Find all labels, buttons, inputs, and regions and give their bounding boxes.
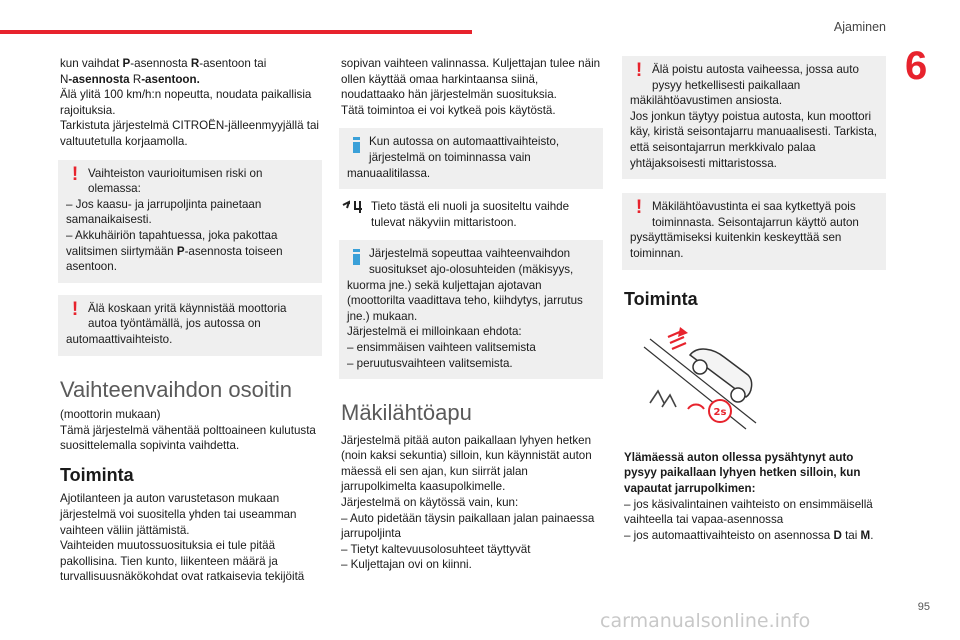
text-run: – Jos kaasu- ja jarrupoljinta painetaan samanaikaisesti. bbox=[66, 197, 262, 227]
text-run: Tätä toimintoa ei voi kytkeä pois käytöstä. bbox=[341, 103, 556, 117]
paragraph bbox=[371, 199, 603, 230]
emphasis: R bbox=[190, 57, 200, 70]
paragraph bbox=[624, 497, 886, 528]
warning-box-push-start bbox=[58, 295, 322, 356]
text-run: sopivan vaihteen valinnassa. Kuljettajan tulee näin ollen käyttää omaa harkintaansa siinä, noudattaako hän järjestelmän suosituksia. bbox=[341, 57, 601, 102]
gear-indicator-text bbox=[60, 407, 322, 454]
paragraph bbox=[60, 56, 322, 72]
page-number: 95 bbox=[917, 601, 930, 613]
text-run: Tämä järjestelmä vähentää polttoaineen kulutusta suosittelemalla sopivinta vaihdetta. bbox=[60, 423, 316, 453]
watermark: carmanualsonline.info bbox=[600, 610, 811, 632]
warning-icon: ! bbox=[635, 197, 643, 219]
text-run: Mäkilähtöavustinta ei saa kytkettyä pois toiminnasta. Seisontajarrun käyttö auton pysäyttämiseksi kuitenkin keskeyttää sen toiminnan. bbox=[630, 200, 859, 260]
paragraph bbox=[60, 87, 322, 118]
column-1 bbox=[60, 56, 322, 585]
text-run: Älä ylitä 100 km/h:n nopeutta, noudata paikallisia rajoituksia. bbox=[60, 88, 312, 117]
text-run: – Auto pidetään täysin paikallaan jalan painaessa jarrupoljinta bbox=[341, 511, 595, 541]
box-text bbox=[347, 134, 595, 181]
paragraph bbox=[66, 197, 314, 228]
text-run: . bbox=[870, 528, 874, 542]
text-run: R bbox=[132, 72, 142, 86]
text-run: Vaihteiden muutossuosituksia ei tule pitää pakollisina. Tien kunto, liikenteen määrä ja turvallisuusnäkökohdat ovat ratkaisevia tekijöitä bbox=[60, 539, 305, 584]
warning-icon: ! bbox=[71, 163, 79, 185]
text-run: N bbox=[60, 72, 69, 86]
section-heading-hill-start: Mäkilähtöapu bbox=[341, 400, 472, 426]
paragraph bbox=[347, 324, 595, 340]
paragraph bbox=[347, 340, 595, 356]
paragraph bbox=[624, 528, 886, 544]
paragraph bbox=[341, 557, 603, 573]
section-heading-gear-indicator: Vaihteenvaihdon osoitin bbox=[60, 376, 292, 402]
timer-badge: 2s bbox=[713, 407, 727, 419]
paragraph bbox=[66, 228, 314, 275]
box-text bbox=[66, 163, 314, 275]
info-icon bbox=[347, 134, 365, 158]
paragraph bbox=[60, 72, 322, 88]
column-2 bbox=[341, 56, 603, 573]
paragraph bbox=[66, 163, 314, 197]
paragraph bbox=[60, 538, 322, 585]
column-3 bbox=[624, 56, 886, 543]
text-run: Kun autossa on automaattivaihteisto, järjestelmä on toiminnassa vain manuaalitilassa. bbox=[347, 135, 560, 180]
toiminta-text bbox=[60, 491, 322, 585]
text-run: Ajotilanteen ja auton varustetason mukaan järjestelmä voi suositella yhden tai useamman vaihteen väliin jättämistä. bbox=[60, 492, 297, 537]
gear-indicator-continued bbox=[341, 56, 603, 118]
text-run: (moottorin mukaan) bbox=[60, 408, 161, 422]
warning-box-gearbox bbox=[58, 160, 322, 283]
text-run: -asennosta toiseen asentoon. bbox=[66, 244, 283, 274]
text-run: Älä koskaan yritä käynnistää moottoria autoa työntämällä, jos autossa on automaattivaihteisto. bbox=[66, 301, 287, 346]
paragraph bbox=[347, 134, 595, 181]
text-run: Järjestelmä sopeuttaa vaihteenvaihdon suositukset ajo-olosuhteiden (mäkisyys, kuorma jne.) sekä kuljettajan ajotavan (moottorilta vaadittava teho, kiihdytys, jarrutus jne.) mukaan. bbox=[347, 247, 583, 323]
emphasis: -asentoon. bbox=[141, 72, 200, 86]
emphasis: P bbox=[122, 57, 131, 70]
paragraph bbox=[60, 423, 322, 454]
hill-start-lead bbox=[624, 450, 886, 497]
paragraph bbox=[341, 103, 603, 119]
paragraph bbox=[60, 118, 322, 149]
text-run: – jos automaattivaihteisto on asennossa bbox=[624, 528, 834, 542]
subheading-toiminta: Toiminta bbox=[60, 464, 134, 485]
text-run: – ensimmäisen vaihteen valitsemista bbox=[347, 340, 536, 354]
paragraph bbox=[624, 450, 886, 497]
header-accent-bar bbox=[0, 30, 472, 34]
hill-start-text bbox=[341, 433, 603, 573]
text-run: tai bbox=[841, 528, 861, 542]
info-box-adaptation bbox=[339, 240, 603, 379]
text-run: Tarkistuta järjestelmä CITROËN-jälleenmyyjällä tai valtuutetulla korjaamolla. bbox=[60, 119, 320, 148]
text-run: Järjestelmä pitää auton paikallaan lyhyen hetken (noin kaksi sekuntia) silloin, kun käynnistät auton mäessä eli sen ajan, kun siirrät jalan jarrupolkimelta kaasupolkimelle. bbox=[341, 433, 592, 494]
paragraph bbox=[341, 511, 603, 542]
info-box-automatic bbox=[339, 128, 603, 189]
emphasis: P bbox=[176, 244, 185, 258]
paragraph bbox=[60, 407, 322, 423]
emphasis: -asennosta bbox=[68, 72, 133, 86]
emphasis: M bbox=[860, 528, 871, 542]
warning-icon: ! bbox=[635, 60, 643, 81]
warning-box-do-not-exit bbox=[622, 56, 886, 179]
text-run: Jos jonkun täytyy poistua autosta, kun moottori käy, kiristä seisontajarru manuaalisesti. Tarkista, että seisontajarrun merkkivalo palaa yhtäjaksoisesti mittaristossa. bbox=[630, 109, 877, 170]
warning-box-cannot-deactivate bbox=[622, 193, 886, 269]
paragraph bbox=[630, 109, 878, 171]
text-run: – jos käsivalintainen vaihteisto on ensimmäisellä vaihteella tai vapaa-asennossa bbox=[624, 497, 873, 527]
text-run: – peruutusvaihteen valitsemista. bbox=[347, 356, 513, 370]
text-run: Älä poistu autosta vaiheessa, jossa auto pysyy hetkellisesti paikallaan mäkilähtöavustimen ansiosta. bbox=[630, 63, 859, 108]
running-header: Ajaminen bbox=[833, 20, 886, 34]
text-run: – Kuljettajan ovi on kiinni. bbox=[341, 558, 472, 572]
box-text bbox=[66, 298, 314, 348]
emphasis: D bbox=[833, 528, 842, 542]
text-run: Järjestelmä on käytössä vain, kun: bbox=[341, 496, 519, 510]
paragraph bbox=[341, 56, 603, 103]
paragraph bbox=[630, 62, 878, 109]
chapter-number: 6 bbox=[905, 44, 928, 88]
intro-text bbox=[60, 56, 322, 150]
text-run: Vaihteiston vaurioitumisen riski on olemassa: bbox=[88, 166, 263, 196]
box-text bbox=[630, 199, 878, 261]
subheading-toiminta-hill: Toiminta bbox=[624, 288, 698, 309]
paragraph bbox=[347, 246, 595, 324]
text-run: -asentoon tai bbox=[199, 57, 267, 70]
hill-start-car-illustration bbox=[628, 323, 886, 440]
note-gear-display bbox=[341, 199, 603, 230]
text-run: – Akkuhäiriön tapahtuessa, joka pakottaa valitsimen siirtymään bbox=[66, 228, 278, 258]
paragraph bbox=[630, 199, 878, 261]
text-run: Tieto tästä eli nuoli ja suositeltu vaihde tulevat näkyviin mittaristoon. bbox=[371, 200, 570, 229]
paragraph bbox=[341, 495, 603, 511]
paragraph bbox=[66, 298, 314, 348]
paragraph bbox=[60, 491, 322, 538]
paragraph bbox=[341, 542, 603, 558]
text-run: – Tietyt kaltevuusolosuhteet täyttyvät bbox=[341, 542, 531, 556]
gear-indicator-icon bbox=[341, 199, 367, 220]
text-run: -asennosta bbox=[130, 57, 191, 70]
box-text bbox=[630, 62, 878, 171]
info-icon bbox=[347, 246, 365, 270]
box-text bbox=[347, 246, 595, 371]
text-run: Järjestelmä ei milloinkaan ehdota: bbox=[347, 325, 522, 339]
text-run: Ylämäessä auton ollessa pysähtynyt auto pysyy paikallaan lyhyen hetken silloin, kun vapautat jarrupolkimen: bbox=[624, 450, 861, 495]
warning-icon: ! bbox=[71, 298, 79, 320]
text-run: kun vaihdat bbox=[60, 57, 123, 70]
paragraph bbox=[341, 433, 603, 495]
paragraph bbox=[347, 356, 595, 372]
note-gear-display-text bbox=[371, 199, 603, 230]
hill-start-conditions bbox=[624, 497, 886, 544]
